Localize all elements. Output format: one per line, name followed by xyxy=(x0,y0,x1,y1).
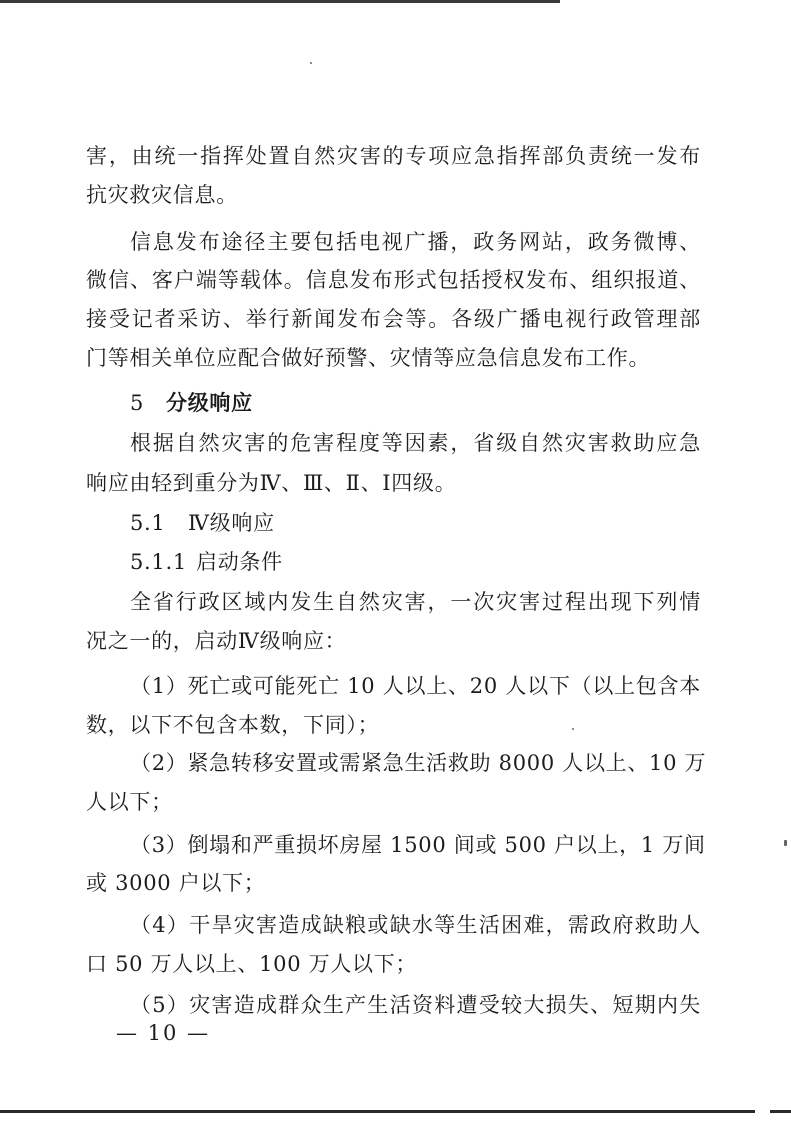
list-item-line: 数，以下不包含本数，下同）； xyxy=(86,713,380,737)
paragraph-line: 根据自然灾害的危害程度等因素，省级自然灾害救助应急 xyxy=(130,431,701,455)
list-item-line: （2）紧急转移安置或需紧急生活救助 8000 人以上、10 万 xyxy=(130,751,707,775)
paragraph-line: 害，由统一指挥处置自然灾害的专项应急指挥部负责统一发布 xyxy=(86,144,701,168)
paragraph-line: 门等相关单位应配合做好预警、灾情等应急信息发布工作。 xyxy=(86,346,651,370)
paragraph-line: 抗灾救灾信息。 xyxy=(86,183,238,207)
list-item-line: （1）死亡或可能死亡 10 人以上、20 人以下（以上包含本 xyxy=(130,674,701,698)
paragraph-line: 况之一的，启动Ⅳ级响应： xyxy=(86,629,347,653)
section-number: 5.1.1 xyxy=(130,550,187,574)
list-item-line: 或 3000 户以下； xyxy=(86,871,266,895)
paragraph-line: 信息发布途径主要包括电视广播，政务网站，政务微博、 xyxy=(130,230,701,254)
section-heading-5 xyxy=(86,389,701,417)
section-title: 启动条件 xyxy=(196,550,283,574)
section-number: 5.1 xyxy=(130,511,166,535)
paragraph-line: 全省行政区域内发生自然灾害，一次灾害过程出现下列情 xyxy=(130,590,701,614)
page-number: — 10 — xyxy=(116,1021,211,1045)
section-heading-5-1 xyxy=(86,509,701,537)
list-item-line: （5）灾害造成群众生产生活资料遭受较大损失、短期内失 xyxy=(130,993,701,1017)
section-title: 分级响应 xyxy=(166,391,253,415)
paragraph-line: 微信、客户端等载体。信息发布形式包括授权发布、组织报道、 xyxy=(86,268,701,292)
top-border-rule xyxy=(0,0,560,3)
list-item-line: （4）干旱灾害造成缺粮或缺水等生活困难，需政府救助人 xyxy=(130,913,701,937)
scan-speck xyxy=(310,62,312,64)
bottom-border-rule xyxy=(0,1110,755,1113)
list-item-line: 口 50 万人以上、100 万人以下； xyxy=(86,952,418,976)
bottom-border-rule-tail xyxy=(770,1110,791,1113)
paragraph-line: 接受记者采访、举行新闻发布会等。各级广播电视行政管理部 xyxy=(86,307,701,331)
list-item-line: 人以下； xyxy=(86,790,173,814)
section-number: 5 xyxy=(130,391,145,415)
section-title: Ⅳ级响应 xyxy=(188,511,275,535)
scan-speck xyxy=(784,840,787,846)
paragraph-line: 响应由轻到重分为Ⅳ、Ⅲ、Ⅱ、Ⅰ四级。 xyxy=(86,471,457,495)
list-item-line: （3）倒塌和严重损坏房屋 1500 间或 500 户以上，1 万间 xyxy=(130,833,706,857)
section-heading-5-1-1 xyxy=(86,548,701,576)
scan-speck xyxy=(572,728,574,730)
